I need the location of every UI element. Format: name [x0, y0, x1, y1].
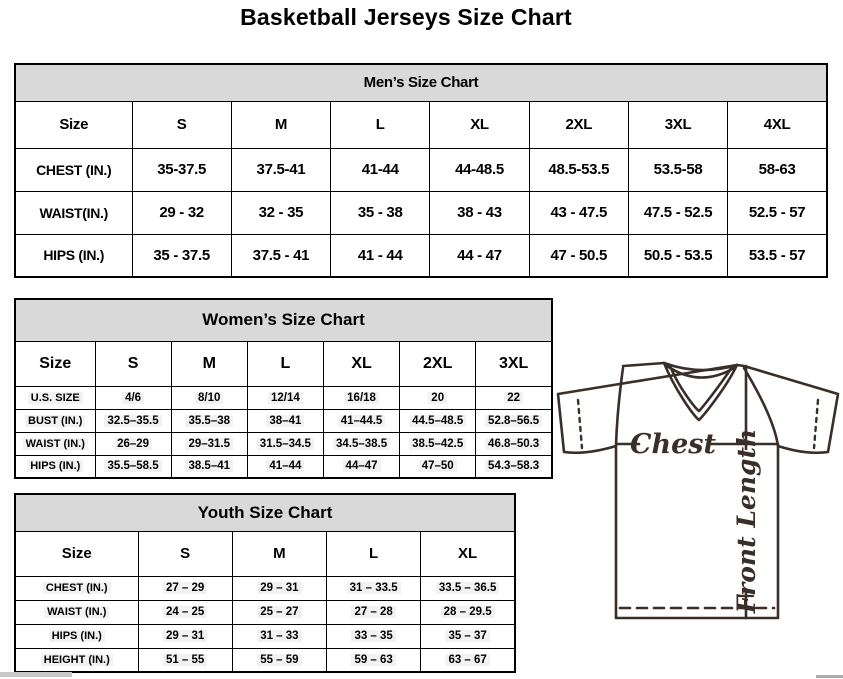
- jersey-outline: [558, 363, 838, 618]
- size-value-cell: 27 – 28: [327, 600, 421, 624]
- size-value-cell: 43 - 47.5: [529, 191, 628, 234]
- size-value-cell: 44 - 47: [430, 234, 529, 277]
- size-value-cell: 41–44.5: [323, 409, 399, 432]
- size-value-cell: 35.5–58.5: [95, 455, 171, 478]
- size-value-cell: 31.5–34.5: [247, 432, 323, 455]
- col-header-xl: XL: [421, 531, 515, 576]
- size-value-cell: 35 – 37: [421, 624, 515, 648]
- size-value-cell: 27 – 29: [138, 576, 232, 600]
- size-value-cell: 52.5 - 57: [728, 191, 827, 234]
- size-value-cell: 38.5–42.5: [400, 432, 476, 455]
- header-row: [15, 341, 552, 386]
- jersey-measurement-diagram: [556, 356, 843, 642]
- chest-label: Chest: [630, 429, 716, 460]
- size-value-cell: 50.5 - 53.5: [628, 234, 727, 277]
- size-value-cell: 47 - 50.5: [529, 234, 628, 277]
- left-armhole-seam: [616, 368, 623, 446]
- row-label: WAIST(IN.): [15, 191, 132, 234]
- col-header-2xl: 2XL: [400, 341, 476, 386]
- size-value-cell: 28 – 29.5: [421, 600, 515, 624]
- size-value-cell: 34.5–38.5: [323, 432, 399, 455]
- youth-size-chart-table: [14, 493, 516, 673]
- table-row: [15, 191, 827, 234]
- table-caption: Women’s Size Chart: [15, 299, 552, 341]
- size-value-cell: 41-44: [331, 148, 430, 191]
- col-header-size: Size: [15, 531, 138, 576]
- col-header-s: S: [138, 531, 232, 576]
- table-row: [15, 409, 552, 432]
- collar-back-curve: [664, 363, 737, 370]
- size-value-cell: 38–41: [247, 409, 323, 432]
- size-value-cell: 33.5 – 36.5: [421, 576, 515, 600]
- row-label: HIPS (IN.): [15, 624, 138, 648]
- row-label: HEIGHT (IN.): [15, 648, 138, 672]
- table-row: [15, 455, 552, 478]
- right-cuff-dashed-line: [814, 400, 818, 448]
- col-header-l: L: [327, 531, 421, 576]
- size-value-cell: 59 – 63: [327, 648, 421, 672]
- col-header-size: Size: [15, 341, 95, 386]
- size-value-cell: 31 – 33.5: [327, 576, 421, 600]
- col-header-l: L: [331, 101, 430, 148]
- col-header-xl: XL: [430, 101, 529, 148]
- col-header-3xl: 3XL: [628, 101, 727, 148]
- size-value-cell: 25 – 27: [232, 600, 326, 624]
- size-value-cell: 29 – 31: [138, 624, 232, 648]
- row-label: WAIST (IN.): [15, 600, 138, 624]
- size-value-cell: 32.5–35.5: [95, 409, 171, 432]
- size-value-cell: 44–47: [323, 455, 399, 478]
- left-cuff-dashed-line: [578, 400, 582, 448]
- size-value-cell: 35 - 38: [331, 191, 430, 234]
- col-header-xl: XL: [323, 341, 399, 386]
- size-value-cell: 35 - 37.5: [132, 234, 231, 277]
- size-value-cell: 4/6: [95, 386, 171, 409]
- size-value-cell: 52.8–56.5: [476, 409, 552, 432]
- col-header-s: S: [95, 341, 171, 386]
- size-value-cell: 29 - 32: [132, 191, 231, 234]
- page-title: Basketball Jerseys Size Chart: [240, 4, 572, 30]
- size-value-cell: 31 – 33: [232, 624, 326, 648]
- col-header-3xl: 3XL: [476, 341, 552, 386]
- size-value-cell: 41–44: [247, 455, 323, 478]
- size-value-cell: 37.5-41: [231, 148, 330, 191]
- size-value-cell: 32 - 35: [231, 191, 330, 234]
- row-label: CHEST (IN.): [15, 576, 138, 600]
- size-value-cell: 35.5–38: [171, 409, 247, 432]
- size-value-cell: 20: [400, 386, 476, 409]
- col-header-s: S: [132, 101, 231, 148]
- size-value-cell: 22: [476, 386, 552, 409]
- table-caption: Men’s Size Chart: [15, 64, 827, 101]
- front-length-label: Front Length: [732, 428, 761, 614]
- size-value-cell: 54.3–58.3: [476, 455, 552, 478]
- header-row: [15, 531, 515, 576]
- row-label: BUST (IN.): [15, 409, 95, 432]
- table-row: [15, 576, 515, 600]
- size-value-cell: 37.5 - 41: [231, 234, 330, 277]
- header-row: [15, 101, 827, 148]
- col-header-m: M: [231, 101, 330, 148]
- size-value-cell: 46.8–50.3: [476, 432, 552, 455]
- size-value-cell: 41 - 44: [331, 234, 430, 277]
- table-row: [15, 648, 515, 672]
- col-header-2xl: 2XL: [529, 101, 628, 148]
- col-header-l: L: [247, 341, 323, 386]
- row-label: CHEST (IN.): [15, 148, 132, 191]
- table-row: [15, 234, 827, 277]
- size-value-cell: 29 – 31: [232, 576, 326, 600]
- table-row: [15, 386, 552, 409]
- size-value-cell: 55 – 59: [232, 648, 326, 672]
- row-label: U.S. SIZE: [15, 386, 95, 409]
- size-value-cell: 26–29: [95, 432, 171, 455]
- size-value-cell: 63 – 67: [421, 648, 515, 672]
- row-label: HIPS (IN.): [15, 455, 95, 478]
- size-value-cell: 24 – 25: [138, 600, 232, 624]
- col-header-m: M: [232, 531, 326, 576]
- size-value-cell: 44.5–48.5: [400, 409, 476, 432]
- size-value-cell: 53.5 - 57: [728, 234, 827, 277]
- col-header-size: Size: [15, 101, 132, 148]
- row-label: WAIST (IN.): [15, 432, 95, 455]
- table-row: [15, 432, 552, 455]
- size-value-cell: 53.5-58: [628, 148, 727, 191]
- mens-size-chart-table: [14, 63, 828, 278]
- size-value-cell: 33 – 35: [327, 624, 421, 648]
- size-value-cell: 48.5-53.5: [529, 148, 628, 191]
- size-value-cell: 47–50: [400, 455, 476, 478]
- row-label: HIPS (IN.): [15, 234, 132, 277]
- size-value-cell: 47.5 - 52.5: [628, 191, 727, 234]
- size-value-cell: 35-37.5: [132, 148, 231, 191]
- size-value-cell: 44-48.5: [430, 148, 529, 191]
- size-value-cell: 38.5–41: [171, 455, 247, 478]
- col-header-4xl: 4XL: [728, 101, 827, 148]
- table-row: [15, 600, 515, 624]
- size-value-cell: 38 - 43: [430, 191, 529, 234]
- size-value-cell: 58-63: [728, 148, 827, 191]
- scrollbar-fragment-right[interactable]: [816, 675, 843, 678]
- size-value-cell: 12/14: [247, 386, 323, 409]
- womens-size-chart-table: [14, 298, 553, 479]
- size-value-cell: 29–31.5: [171, 432, 247, 455]
- col-header-m: M: [171, 341, 247, 386]
- size-value-cell: 51 – 55: [138, 648, 232, 672]
- table-row: [15, 148, 827, 191]
- jersey-diagram-svg: [556, 356, 843, 642]
- horizontal-scrollbar-thumb[interactable]: [0, 672, 72, 677]
- table-caption: Youth Size Chart: [15, 494, 515, 531]
- size-value-cell: 16/18: [323, 386, 399, 409]
- table-row: [15, 624, 515, 648]
- size-value-cell: 8/10: [171, 386, 247, 409]
